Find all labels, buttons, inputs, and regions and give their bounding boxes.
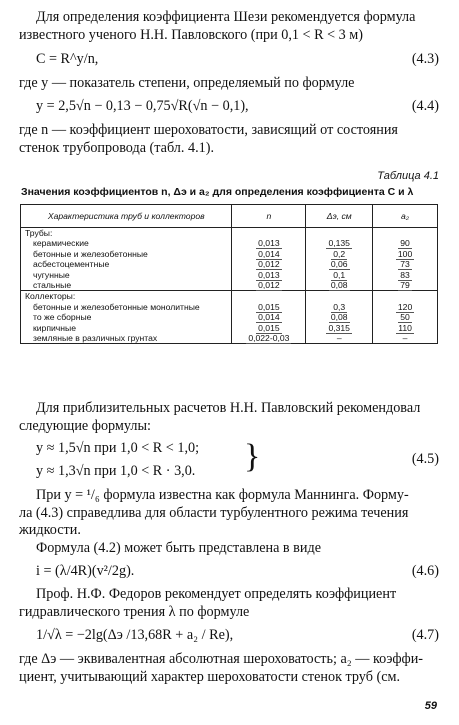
equation-number-4-5: (4.5) bbox=[411, 451, 439, 467]
table-header-row bbox=[21, 205, 438, 228]
header-a2: a₂ bbox=[373, 205, 438, 228]
equation-4-3: C = R^y/n, bbox=[36, 51, 99, 67]
right-brace-icon: } bbox=[244, 438, 261, 475]
equation-number-4-7: (4.7) bbox=[411, 627, 439, 643]
where-y-text: где y — показатель степени, определяемый по формуле bbox=[19, 75, 355, 91]
table-group-row bbox=[21, 291, 438, 302]
page-number: 59 bbox=[424, 700, 437, 712]
table-row: кирпичные 0,015 0,315 110 bbox=[21, 323, 438, 333]
where-n-line1: где n — коэффициент шероховатости, зависящий от состояния bbox=[19, 122, 398, 138]
group-pipes: Трубы: bbox=[21, 228, 232, 239]
table-row: то же сборные 0,014 0,08 50 bbox=[21, 312, 438, 322]
table-row: керамические 0,013 0,135 90 bbox=[21, 238, 438, 248]
para1-line2: известного ученого Н.Н. Павловского (при 0,1 < R < 3 м) bbox=[19, 27, 363, 43]
para2-line2: следующие формулы: bbox=[19, 418, 151, 434]
equation-4-6: i = (λ/4R)(v²/2g). bbox=[36, 563, 135, 579]
equation-4-4: y = 2,5√n − 0,13 − 0,75√R(√n − 0,1), bbox=[36, 98, 249, 114]
header-n: n bbox=[232, 205, 306, 228]
table-row: асбестоцементные 0,012 0,06 73 bbox=[21, 259, 438, 269]
table-row: чугунные 0,013 0,1 83 bbox=[21, 270, 438, 280]
equation-4-7: 1/√λ = −2lg(Δэ /13,68R + a₂ / Re), bbox=[36, 627, 234, 643]
header-delta: Δэ, см bbox=[306, 205, 373, 228]
header-characteristic: Характеристика труб и коллекторов bbox=[21, 205, 232, 228]
para5-line2: гидравлического трения λ по формуле bbox=[19, 604, 250, 620]
para6-line2: циент, учитывающий характер шероховатости стенок труб (см. bbox=[19, 669, 401, 685]
group-collectors: Коллекторы: bbox=[21, 291, 232, 302]
table-row: стальные 0,012 0,08 79 bbox=[21, 280, 438, 291]
table-row: бетонные и железобетонные монолитные 0,015 0,3 120 bbox=[21, 302, 438, 312]
para2-line1: Для приблизительных расчетов Н.Н. Павловский рекомендовал bbox=[36, 400, 421, 416]
para3-line2: ла (4.3) справедлива для области турбулентного режима течения bbox=[19, 505, 409, 521]
table-group-row bbox=[21, 228, 438, 239]
para3-line1: При y = ¹/₆ формула известна как формула Маннинга. Форму- bbox=[36, 487, 409, 503]
coefficients-table bbox=[20, 204, 438, 344]
table-row: бетонные и железобетонные 0,014 0,2 100 bbox=[21, 249, 438, 259]
equation-4-5b: y ≈ 1,3√n при 1,0 < R · 3,0. bbox=[36, 463, 196, 479]
para5-line1: Проф. Н.Ф. Федоров рекомендует определять коэффициент bbox=[36, 586, 397, 602]
where-n-line2: стенок трубопровода (табл. 4.1). bbox=[19, 140, 214, 156]
para3-line3: жидкости. bbox=[19, 522, 81, 538]
table-row: земляные в различных грунтах 0,022-0,03 – – bbox=[21, 333, 438, 344]
equation-number-4-4: (4.4) bbox=[411, 98, 439, 114]
equation-number-4-3: (4.3) bbox=[411, 51, 439, 67]
table-label: Таблица 4.1 bbox=[377, 170, 439, 182]
table-caption: Значения коэффициентов n, Δэ и a₂ для определения коэффициента C и λ bbox=[21, 186, 414, 198]
para1-line1: Для определения коэффициента Шези рекомендуется формула bbox=[36, 9, 416, 25]
equation-number-4-6: (4.6) bbox=[411, 563, 439, 579]
para6-line1: где Δэ — эквивалентная абсолютная шероховатость; a₂ — коэффи- bbox=[19, 651, 424, 667]
para4: Формула (4.2) может быть представлена в виде bbox=[36, 540, 321, 556]
equation-4-5a: y ≈ 1,5√n при 1,0 < R < 1,0; bbox=[36, 440, 200, 456]
